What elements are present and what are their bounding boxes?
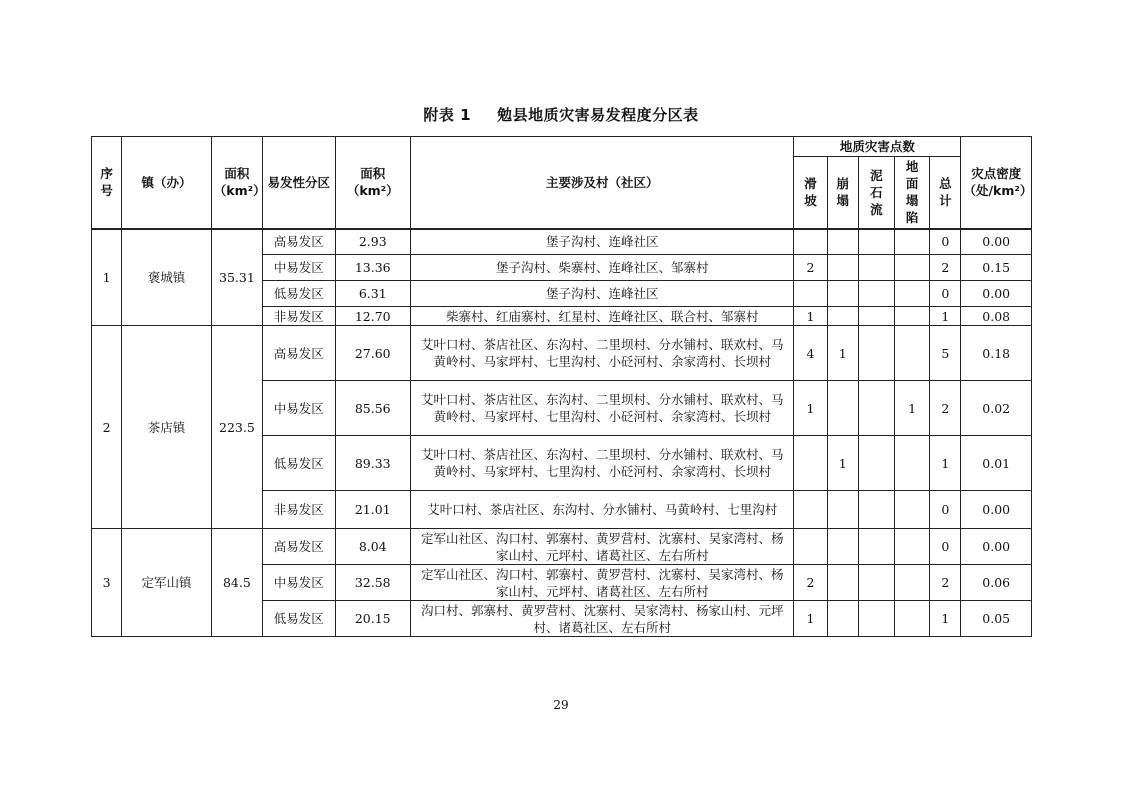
cell-total: 2 (930, 381, 961, 436)
cell-subsidence (895, 229, 930, 255)
cell-zone: 低易发区 (263, 281, 335, 307)
table-title-text: 勉县地质灾害易发程度分区表 (497, 106, 699, 124)
cell-landslide: 2 (794, 565, 827, 601)
cell-villages: 艾叶口村、茶店社区、东沟村、二里坝村、分水铺村、联欢村、马黄岭村、马家坪村、七里沟村、小砭河村、余家湾村、长坝村 (410, 436, 793, 491)
cell-subsidence: 1 (895, 381, 930, 436)
cell-density: 0.05 (961, 601, 1032, 637)
cell-landslide: 1 (794, 381, 827, 436)
cell-villages: 定军山社区、沟口村、郭寨村、黄罗营村、沈寨村、吴家湾村、杨家山村、元坪村、诸葛社区、左右所村 (410, 565, 793, 601)
cell-zone: 中易发区 (263, 381, 335, 436)
cell-debris-flow (858, 326, 894, 381)
table-row (92, 529, 1032, 565)
cell-zone: 非易发区 (263, 491, 335, 529)
cell-debris-flow (858, 229, 894, 255)
cell-collapse (827, 255, 858, 281)
cell-density: 0.00 (961, 229, 1032, 255)
cell-total: 1 (930, 601, 961, 637)
cell-zone: 高易发区 (263, 529, 335, 565)
cell-total: 2 (930, 255, 961, 281)
cell-density: 0.08 (961, 307, 1032, 326)
cell-seq: 1 (92, 229, 122, 326)
cell-collapse (827, 529, 858, 565)
cell-debris-flow (858, 529, 894, 565)
cell-town: 定军山镇 (122, 529, 212, 637)
header-zone: 易发性分区 (263, 137, 335, 229)
cell-zone-area: 2.93 (335, 229, 410, 255)
header-debris-flow: 泥石流 (858, 157, 894, 229)
cell-zone: 低易发区 (263, 436, 335, 491)
header-seq: 序号 (92, 137, 122, 229)
cell-density: 0.00 (961, 281, 1032, 307)
cell-seq: 2 (92, 326, 122, 529)
cell-zone: 中易发区 (263, 255, 335, 281)
cell-villages: 艾叶口村、茶店社区、东沟村、二里坝村、分水铺村、联欢村、马黄岭村、马家坪村、七里沟村、小砭河村、余家湾村、长坝村 (410, 326, 793, 381)
cell-subsidence (895, 436, 930, 491)
cell-landslide: 1 (794, 307, 827, 326)
table-number: 附表 1 (423, 106, 472, 124)
header-zone-area: 面积（km²） (335, 137, 410, 229)
cell-subsidence (895, 326, 930, 381)
hazard-zoning-table (91, 136, 1032, 637)
cell-collapse: 1 (827, 436, 858, 491)
cell-landslide: 1 (794, 601, 827, 637)
cell-density: 0.15 (961, 255, 1032, 281)
cell-landslide (794, 281, 827, 307)
cell-landslide (794, 529, 827, 565)
cell-area: 35.31 (211, 229, 262, 326)
cell-zone-area: 21.01 (335, 491, 410, 529)
cell-collapse (827, 491, 858, 529)
cell-subsidence (895, 255, 930, 281)
cell-debris-flow (858, 565, 894, 601)
cell-density: 0.18 (961, 326, 1032, 381)
cell-zone-area: 32.58 (335, 565, 410, 601)
cell-zone-area: 8.04 (335, 529, 410, 565)
cell-zone-area: 27.60 (335, 326, 410, 381)
cell-villages: 堡子沟村、连峰社区 (410, 281, 793, 307)
cell-villages: 沟口村、郭寨村、黄罗营村、沈寨村、吴家湾村、杨家山村、元坪村、诸葛社区、左右所村 (410, 601, 793, 637)
cell-debris-flow (858, 436, 894, 491)
header-area: 面积（km²） (211, 137, 262, 229)
header-subsidence: 地面塌陷 (895, 157, 930, 229)
cell-subsidence (895, 565, 930, 601)
cell-town: 褒城镇 (122, 229, 212, 326)
cell-landslide (794, 229, 827, 255)
cell-density: 0.06 (961, 565, 1032, 601)
cell-zone-area: 85.56 (335, 381, 410, 436)
cell-density: 0.02 (961, 381, 1032, 436)
table-title (0, 104, 1122, 125)
cell-subsidence (895, 281, 930, 307)
cell-subsidence (895, 491, 930, 529)
cell-area: 84.5 (211, 529, 262, 637)
cell-collapse (827, 307, 858, 326)
cell-zone: 高易发区 (263, 326, 335, 381)
header-collapse: 崩塌 (827, 157, 858, 229)
cell-zone-area: 12.70 (335, 307, 410, 326)
header-total: 总计 (930, 157, 961, 229)
cell-collapse: 1 (827, 326, 858, 381)
cell-total: 1 (930, 436, 961, 491)
cell-collapse (827, 281, 858, 307)
header-density: 灾点密度（处/km²） (961, 137, 1032, 229)
cell-zone: 中易发区 (263, 565, 335, 601)
page-number: 29 (553, 698, 569, 712)
cell-density: 0.01 (961, 436, 1032, 491)
header-disaster-points: 地质灾害点数 (794, 137, 961, 157)
cell-debris-flow (858, 255, 894, 281)
cell-subsidence (895, 307, 930, 326)
cell-subsidence (895, 601, 930, 637)
cell-zone: 非易发区 (263, 307, 335, 326)
cell-total: 0 (930, 491, 961, 529)
cell-landslide: 4 (794, 326, 827, 381)
cell-debris-flow (858, 381, 894, 436)
cell-villages: 堡子沟村、连峰社区 (410, 229, 793, 255)
cell-villages: 堡子沟村、柴寨村、连峰社区、邹寨村 (410, 255, 793, 281)
cell-zone-area: 89.33 (335, 436, 410, 491)
cell-villages: 艾叶口村、茶店社区、东沟村、分水铺村、马黄岭村、七里沟村 (410, 491, 793, 529)
cell-zone: 低易发区 (263, 601, 335, 637)
cell-total: 0 (930, 281, 961, 307)
cell-seq: 3 (92, 529, 122, 637)
cell-villages: 定军山社区、沟口村、郭寨村、黄罗营村、沈寨村、吴家湾村、杨家山村、元坪村、诸葛社区、左右所村 (410, 529, 793, 565)
cell-town: 茶店镇 (122, 326, 212, 529)
table-row (92, 326, 1032, 381)
cell-density: 0.00 (961, 491, 1032, 529)
cell-debris-flow (858, 281, 894, 307)
cell-debris-flow (858, 491, 894, 529)
cell-collapse (827, 565, 858, 601)
cell-zone: 高易发区 (263, 229, 335, 255)
cell-zone-area: 6.31 (335, 281, 410, 307)
cell-landslide (794, 491, 827, 529)
cell-total: 5 (930, 326, 961, 381)
cell-collapse (827, 381, 858, 436)
cell-total: 0 (930, 529, 961, 565)
cell-zone-area: 13.36 (335, 255, 410, 281)
header-villages: 主要涉及村（社区） (410, 137, 793, 229)
cell-collapse (827, 601, 858, 637)
header-town: 镇（办） (122, 137, 212, 229)
cell-villages: 艾叶口村、茶店社区、东沟村、二里坝村、分水铺村、联欢村、马黄岭村、马家坪村、七里沟村、小砭河村、余家湾村、长坝村 (410, 381, 793, 436)
table-row (92, 229, 1032, 255)
cell-landslide (794, 436, 827, 491)
cell-landslide: 2 (794, 255, 827, 281)
cell-collapse (827, 229, 858, 255)
cell-debris-flow (858, 307, 894, 326)
cell-total: 0 (930, 229, 961, 255)
cell-debris-flow (858, 601, 894, 637)
cell-total: 2 (930, 565, 961, 601)
header-landslide: 滑坡 (794, 157, 827, 229)
cell-area: 223.5 (211, 326, 262, 529)
cell-villages: 柴寨村、红庙寨村、红星村、连峰社区、联合村、邹寨村 (410, 307, 793, 326)
cell-zone-area: 20.15 (335, 601, 410, 637)
cell-subsidence (895, 529, 930, 565)
cell-density: 0.00 (961, 529, 1032, 565)
cell-total: 1 (930, 307, 961, 326)
